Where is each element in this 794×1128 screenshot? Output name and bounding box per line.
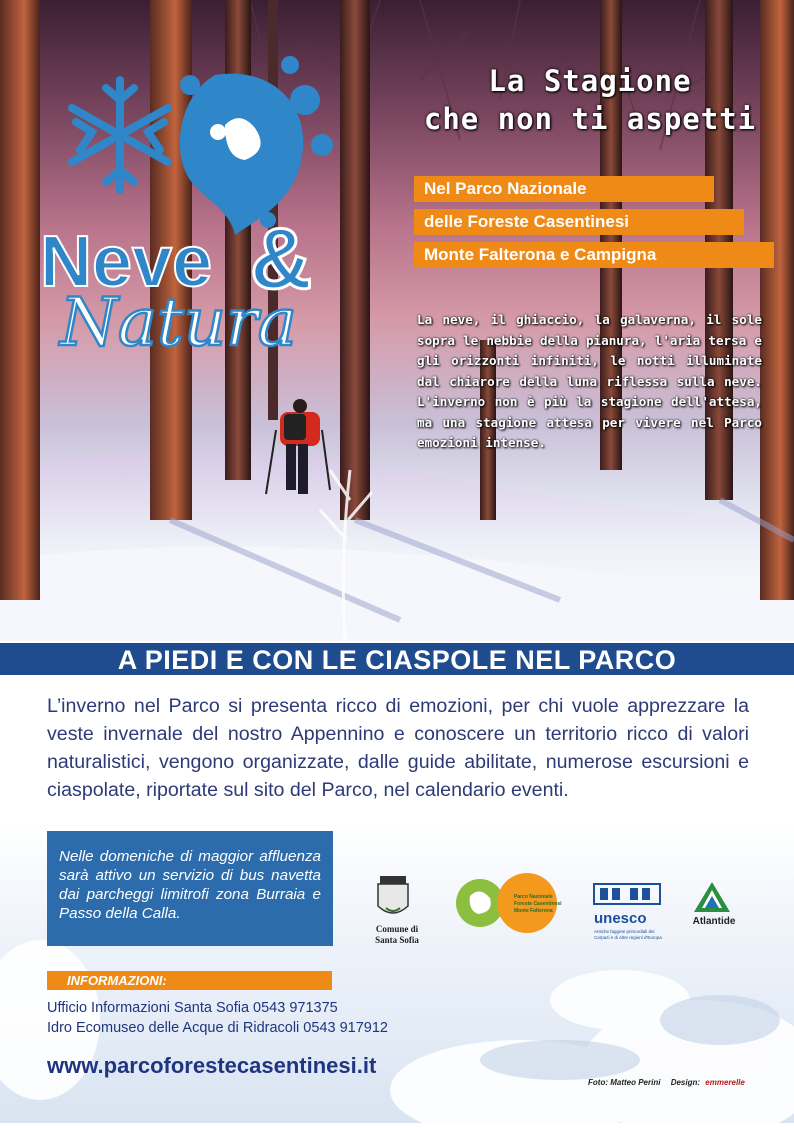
- comune-crest-icon: [378, 876, 408, 913]
- water-drop-icon: [180, 56, 333, 235]
- website-link[interactable]: www.parcoforestecasentinesi.it: [47, 1053, 377, 1078]
- headline-line-1: La Stagione: [488, 64, 692, 98]
- park-name-block: [414, 176, 774, 275]
- comune-label: Comune di Santa Sofia: [375, 924, 419, 945]
- park-name-line: Nel Parco Nazionale: [414, 176, 714, 202]
- svg-text:Monte Falterona: Monte Falterona: [514, 908, 553, 914]
- design-credit-label: Design:: [670, 1078, 701, 1087]
- info-title: INFORMAZIONI:: [47, 971, 332, 990]
- unesco-label: unesco: [594, 910, 647, 927]
- info-phone-line: Idro Ecomuseo delle Acque di Ridracoli 0543 917912: [47, 1020, 388, 1036]
- unesco-logo-icon: [594, 884, 660, 904]
- intro-quote: La neve, il ghiaccio, la galaverna, il sole sopra le nebbie della pianura, l'aria tersa e gli orizzonti infiniti, le notti illuminate dal chiarore della luna riflessa sulla neve. L'inverno non è più la stagione dell'attesa, ma una stagione attesa per vivere nel Parco emozioni intense.: [417, 312, 762, 450]
- designer-name: emmerelle: [705, 1078, 745, 1087]
- unesco-subtitle: Antiche faggete primordiali dei Carpazi e di altre regioni d'Europa: [594, 929, 662, 940]
- svg-text:Foreste Casentinesi: Foreste Casentinesi: [514, 901, 562, 907]
- photo-credit: Foto: Matteo Perini: [588, 1078, 661, 1087]
- intro-paragraph: L’inverno nel Parco si presenta ricco di emozioni, per chi vuole apprezzare la veste invernale del nostro Appennino e conoscere un territorio ricco di valori naturalistici, vengono organizzate, dalle guide abilitate, numerose escursioni e ciaspolate, riportate sul sito del Parco, nel calendario eventi.: [47, 695, 749, 801]
- parco-logo-icon: [456, 873, 562, 933]
- park-name-line: delle Foreste Casentinesi: [414, 209, 744, 235]
- neve-natura-logo: [40, 40, 380, 365]
- logo-word-natura: Natura: [60, 284, 298, 360]
- credits: [588, 1078, 745, 1087]
- atlantide-label: Atlantide: [692, 916, 736, 927]
- headline: [400, 62, 780, 138]
- headline-line-2: che non ti aspetti: [423, 102, 757, 136]
- park-name-line: Monte Falterona e Campigna: [414, 242, 774, 268]
- snowflake-icon: [72, 80, 168, 190]
- partner-logos: [372, 868, 752, 958]
- section-banner: [0, 641, 794, 677]
- shuttle-info-box: Nelle domeniche di maggior affluenza sarà attivo un servizio di bus navetta dai parcheggi limitrofi zona Burraia e Passo della Calla.: [47, 831, 333, 946]
- info-phone-line: Ufficio Informazioni Santa Sofia 0543 971375: [47, 1000, 338, 1016]
- logo-word-neve: Neve: [40, 222, 213, 302]
- svg-text:Parco Nazionale: Parco Nazionale: [514, 894, 553, 900]
- banner-title: A PIEDI E CON LE CIASPOLE NEL PARCO: [117, 645, 677, 675]
- logo-ampersand: &: [250, 211, 313, 307]
- atlantide-logo-icon: [694, 882, 730, 912]
